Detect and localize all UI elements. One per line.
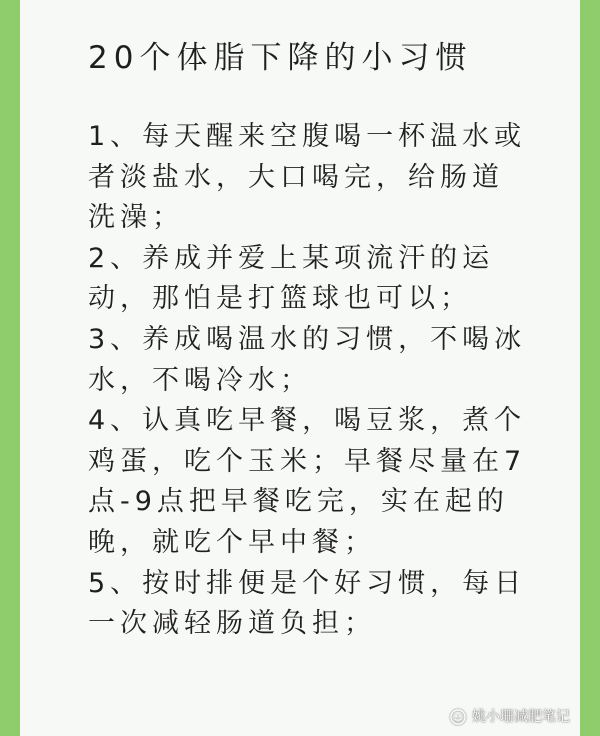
document-page <box>20 0 580 736</box>
habit-item-5: 5、按时排便是个好习惯，每日一次减轻肠道负担； <box>88 567 527 640</box>
habit-item-1: 1、每天醒来空腹喝一杯温水或者淡盐水，大口喝完，给肠道洗澡； <box>88 121 527 234</box>
watermark-text: 姚小珊减肥笔记 <box>472 709 570 725</box>
habit-item-2: 2、养成并爱上某项流汗的运动，那怕是打篮球也可以； <box>88 242 495 315</box>
habit-list <box>88 117 528 645</box>
habit-item-3: 3、养成喝温水的习惯，不喝冰水，不喝冷水； <box>88 323 527 396</box>
document-title: 20个体脂下降的小习惯 <box>88 40 473 76</box>
watermark <box>450 708 570 726</box>
account-icon <box>450 709 466 725</box>
habit-item-4: 4、认真吃早餐，喝豆浆，煮个鸡蛋，吃个玉米；早餐尽量在7点-9点把早餐吃完，实在起的晚，就吃个早中餐； <box>88 405 527 558</box>
